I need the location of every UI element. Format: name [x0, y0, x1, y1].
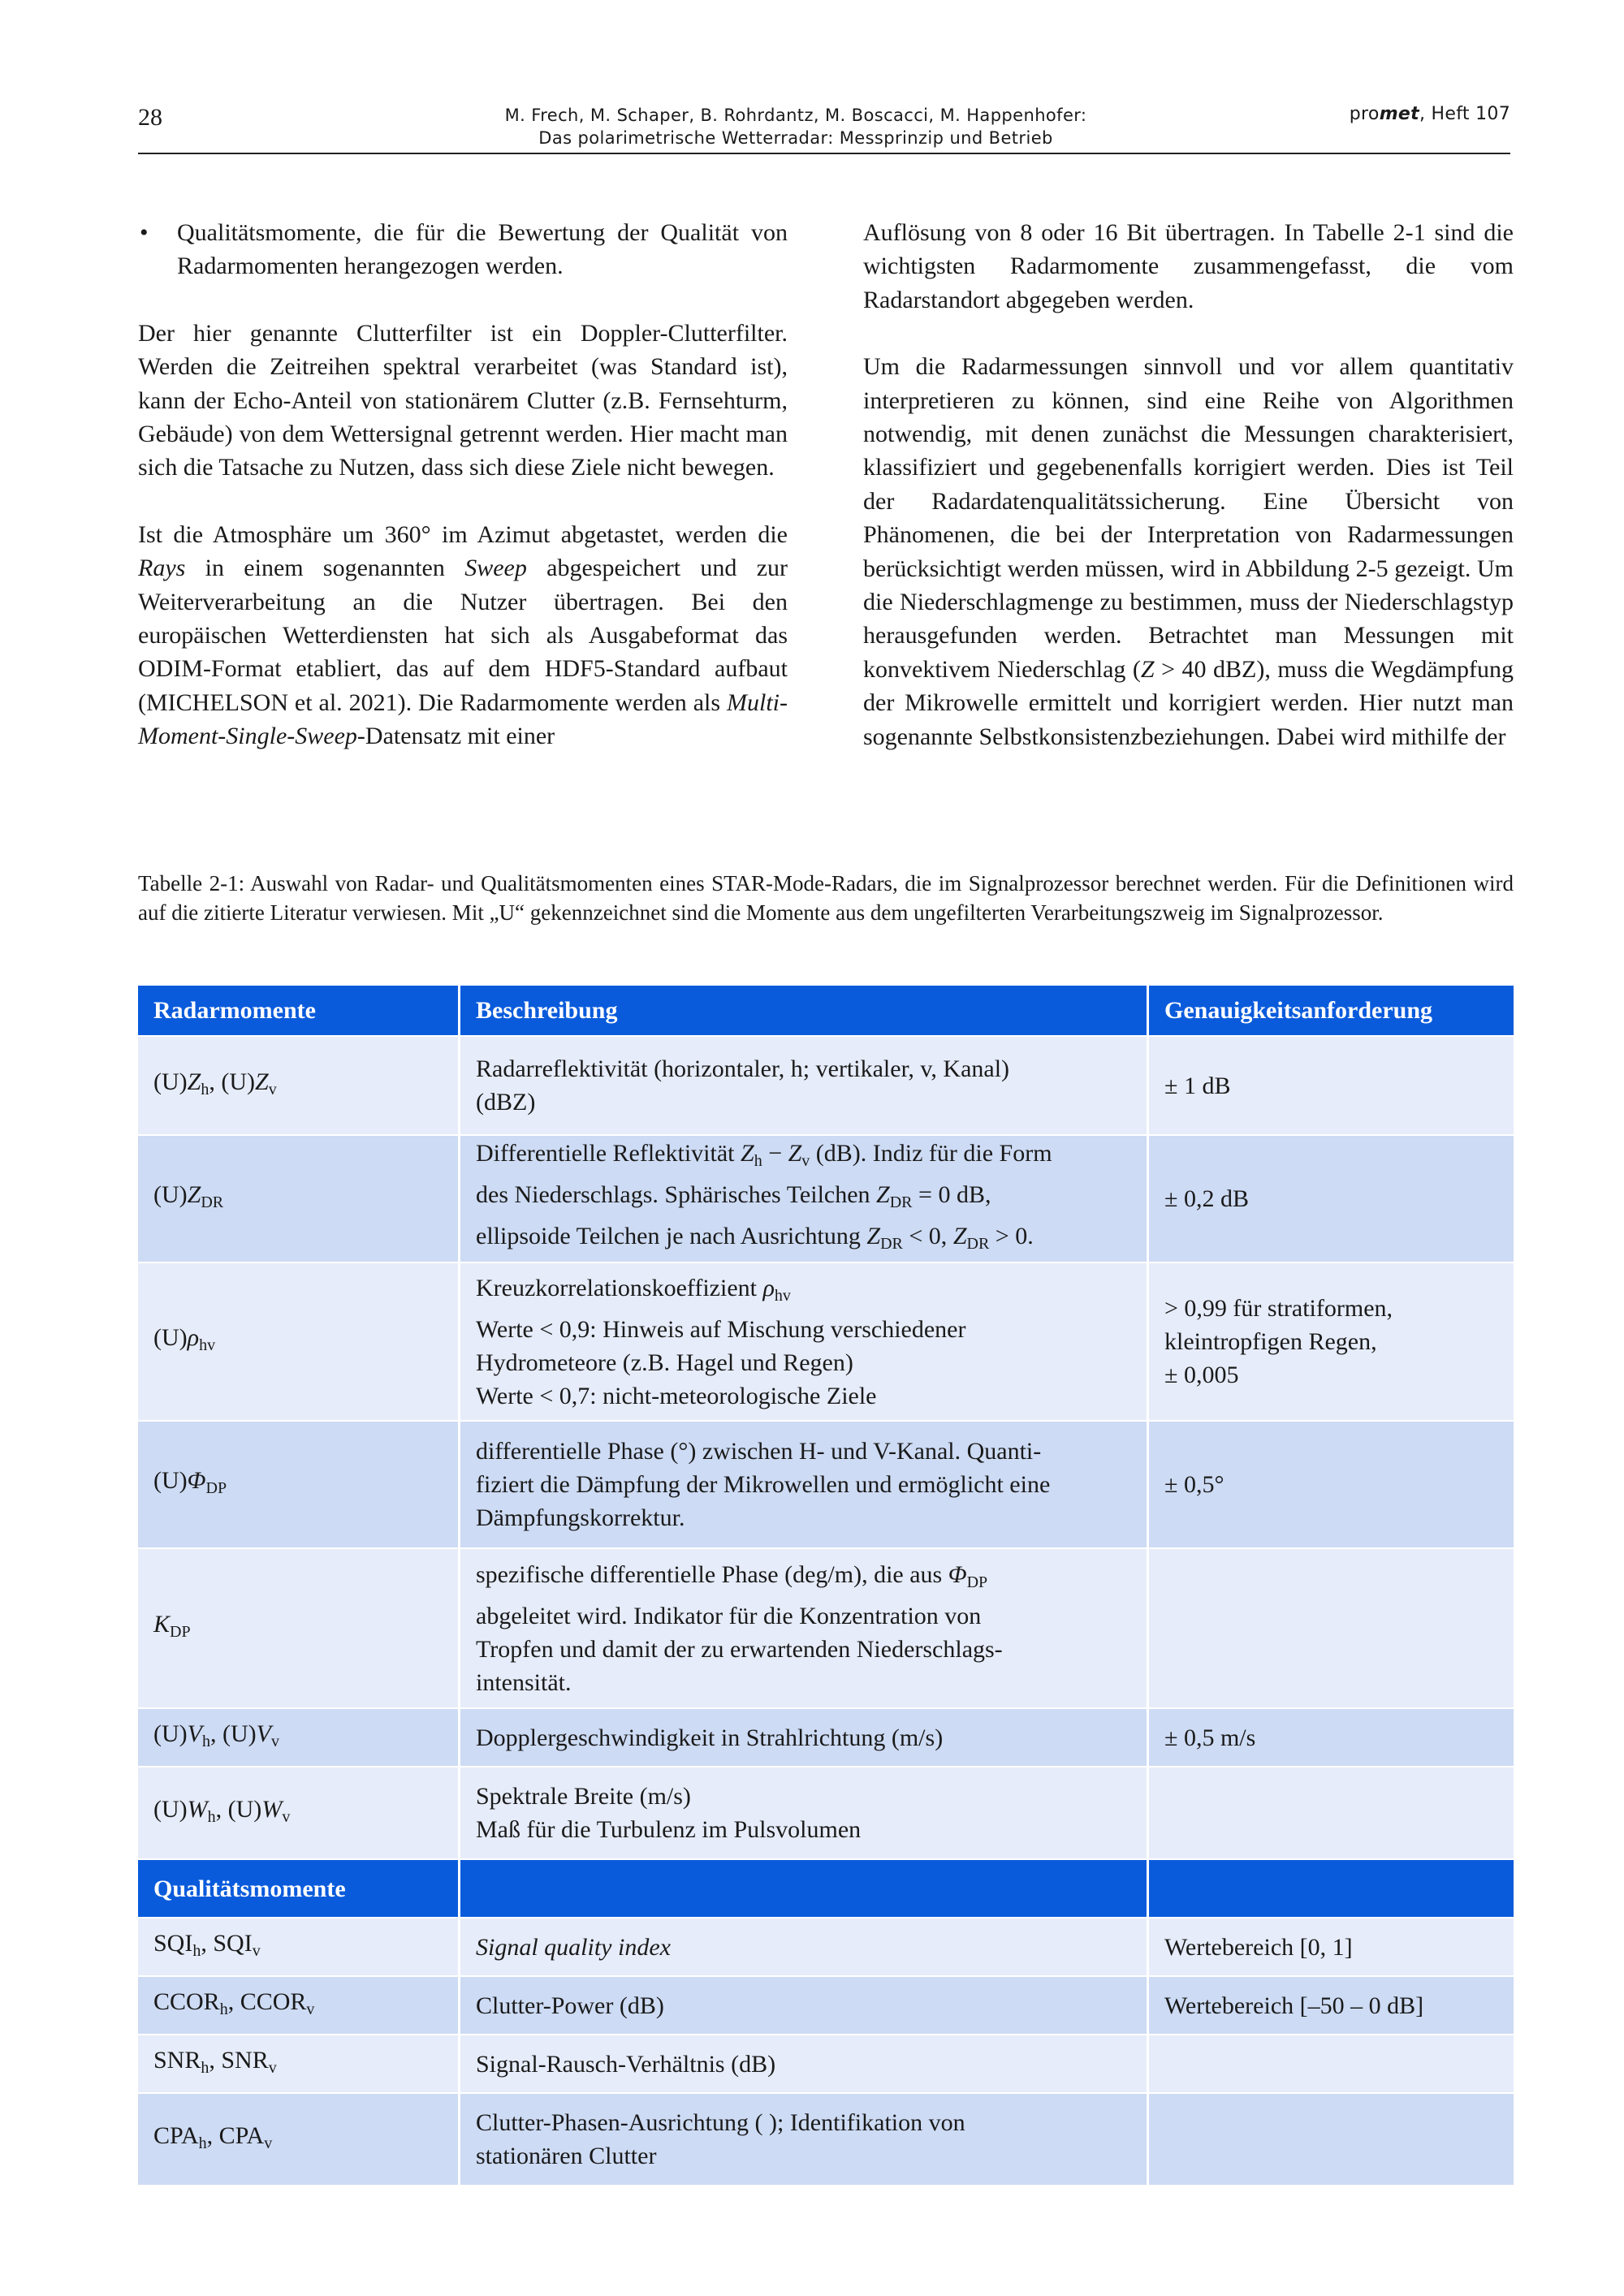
description-cell: Clutter-Power (dB)	[460, 1977, 1149, 2034]
header-divider	[138, 153, 1510, 154]
section-header-qualitaetsmomente: Qualitätsmomente	[138, 1860, 460, 1917]
text-line: Werte < 0,9: Hinweis auf Mischung verschiedener	[476, 1315, 966, 1343]
symbol-text: SQI	[213, 1929, 253, 1957]
symbol-text: (U)	[153, 1324, 188, 1351]
accuracy-cell: Wertebereich [0, 1]	[1164, 1933, 1353, 1961]
symbol-text: spezifische differentielle Phase (deg/m), die aus	[476, 1560, 948, 1588]
subscript: DR	[880, 1235, 903, 1253]
text-line	[153, 1608, 443, 1649]
subscript: DP	[966, 1573, 988, 1591]
table-row	[138, 1422, 1514, 1549]
journal-name-bold: met	[1379, 104, 1419, 124]
paragraph-clutterfilter: Der hier genannte Clutterfilter ist ein Doppler-Clutterfilter. Werden die Zeitreihen spektral verarbeitet (was Standard ist), kann der Echo-Anteil von stationärem Clutter (z.B. Fernsehturm, Gebäude) von dem Wettersignal getrennt werden. Hier macht man sich die Tatsache zu Nutzen, dass sich diese Ziele nicht bewegen.	[138, 319, 788, 481]
text-line: fiziert die Dämpfung der Mikrowellen und ermöglicht eine	[476, 1471, 1051, 1498]
description-cell	[460, 2094, 1149, 2185]
symbol-text: CPA	[153, 2121, 199, 2149]
text-line	[153, 2044, 443, 2085]
symbol-text: Z	[187, 1068, 201, 1095]
moment-cell	[138, 1918, 460, 1975]
bullet-text: Qualitätsmomente, die für die Bewertung der Qualität von Radarmomenten herangezogen werden.	[177, 219, 788, 280]
text-line: Radarreflektivität (horizontaler, h; vertikaler, v, Kanal)	[476, 1055, 1010, 1082]
table-row	[138, 1709, 1514, 1767]
text-line	[476, 1271, 1131, 1313]
moment-cell	[138, 1422, 460, 1547]
accuracy-cell: ± 0,2 dB	[1164, 1185, 1249, 1212]
moment-cell	[138, 1549, 460, 1707]
text-line: abgeleitet wird. Indikator für die Konzentration von	[476, 1602, 982, 1629]
column-header-genauigkeit: Genauigkeitsanforderung	[1164, 997, 1433, 1024]
text-line: Spektrale Breite (m/s)	[476, 1783, 691, 1810]
table-row	[138, 2035, 1514, 2094]
bullet-icon: •	[140, 219, 149, 246]
journal-issue-number: , Heft 107	[1419, 104, 1510, 124]
bullet-item	[138, 216, 788, 283]
text-run: abgespeichert und zur Weiterverarbeitung an die Nutzer übertragen. Bei den europäischen Wetterdiensten hat sich als Ausgabeformat das ODIM-Format etabliert, das auf dem HDF5-Standard aufbaut (MICHELSON et al. 2021). Die Radarmomente werden als	[138, 555, 788, 716]
subscript: h	[192, 1941, 201, 1960]
symbol-text: ,	[206, 2121, 219, 2149]
table-caption: Tabelle 2-1: Auswahl von Radar- und Qualitätsmomenten eines STAR-Mode-Radars, die im Signalprozessor berechnet werden. Für die Definitionen wird auf die zitierte Literatur verwiesen. Mit „U“ gekennzeichnet sind die Momente aus dem ungefilterten Verarbeitungszweig im Signalprozessor.	[138, 871, 1514, 925]
symbol-text: Z	[187, 1181, 201, 1208]
subscript: DP	[170, 1623, 191, 1641]
moment-cell	[138, 1037, 460, 1134]
symbol-text: (dB). Indiz für die Form	[810, 1140, 1052, 1167]
symbol-text: ρ	[187, 1324, 200, 1351]
symbol-text: ,	[209, 1720, 222, 1747]
description-cell	[460, 1767, 1149, 1858]
section-header-empty	[460, 1860, 1149, 1917]
symbol-text: ,	[201, 1929, 214, 1957]
subscript: v	[801, 1152, 810, 1170]
text-run: in einem sogenannten	[185, 555, 465, 582]
text-line: Maß für die Turbulenz im Pulsvolumen	[476, 1816, 862, 1843]
text-line: Hydrometeore (z.B. Hagel und Regen)	[476, 1349, 853, 1376]
accuracy-cell	[1149, 1263, 1514, 1420]
text-line	[153, 1321, 443, 1362]
subscript: DR	[889, 1193, 913, 1211]
subscript: v	[306, 2000, 315, 2018]
table-header-row	[138, 986, 1514, 1037]
table-row	[138, 1263, 1514, 1422]
symbol-text: ,	[215, 1795, 228, 1823]
symbol-text: Z	[952, 1223, 967, 1249]
moment-cell	[138, 1263, 460, 1420]
subscript: h	[201, 1080, 209, 1098]
symbol-text: Z	[788, 1140, 802, 1167]
symbol-text: Z	[741, 1140, 754, 1167]
symbol-text: ,	[209, 2046, 222, 2074]
symbol-text: CCOR	[153, 1987, 220, 2015]
text-line: intensität.	[476, 1668, 572, 1696]
text-line: Werte < 0,7: nicht-meteorologische Ziele	[476, 1382, 877, 1409]
subscript: DR	[201, 1193, 224, 1211]
text-line: ± 0,005	[1164, 1362, 1239, 1388]
subscript: h	[207, 1807, 216, 1826]
subscript: hv	[199, 1336, 216, 1354]
text-line: stationären Clutter	[476, 2143, 657, 2169]
description-cell	[460, 1263, 1149, 1420]
text-line: Dämpfungskorrektur.	[476, 1504, 685, 1531]
table-row	[138, 1549, 1514, 1709]
symbol-text: (U)	[227, 1795, 262, 1823]
table-row	[138, 1977, 1514, 2035]
subscript: DR	[966, 1235, 990, 1253]
subscript: v	[264, 2134, 273, 2152]
description-cell	[460, 1549, 1149, 1707]
radar-moments-table	[138, 986, 1514, 2186]
section-header-empty	[1149, 1860, 1514, 1917]
moment-cell	[138, 1977, 460, 2034]
table-row	[138, 1136, 1514, 1263]
left-column	[138, 216, 788, 787]
subscript: v	[252, 1941, 261, 1960]
accuracy-cell	[1149, 2094, 1514, 2185]
paragraph-algorithmen	[863, 350, 1514, 753]
text-line	[153, 1464, 443, 1505]
running-header	[487, 104, 1104, 149]
symbol-text: SNR	[153, 2046, 201, 2074]
symbol-text: ellipsoide Teilchen je nach Ausrichtung	[476, 1223, 867, 1249]
journal-name-pre: pro	[1349, 104, 1380, 124]
symbol-text: SNR	[221, 2046, 269, 2074]
subscript: h	[201, 2058, 209, 2077]
right-column	[863, 216, 1514, 787]
text-line	[153, 1985, 443, 2026]
moment-cell	[138, 2035, 460, 2092]
accuracy-cell	[1149, 2035, 1514, 2092]
symbol-text: W	[187, 1795, 208, 1823]
journal-issue	[1350, 104, 1510, 124]
symbol-text: SQI	[153, 1929, 193, 1957]
symbol-text: Z	[255, 1068, 269, 1095]
subscript: v	[282, 1807, 291, 1826]
symbol-text: CCOR	[240, 1987, 307, 2015]
symbol-z: Z	[1140, 655, 1155, 683]
text-line: (dBZ)	[476, 1089, 536, 1116]
text-line	[476, 1219, 1131, 1261]
symbol-text: Differentielle Reflektivität	[476, 1140, 741, 1167]
description-cell: Dopplergeschwindigkeit in Strahlrichtung (m/s)	[460, 1709, 1149, 1766]
text-line: Tropfen und damit der zu erwartenden Niederschlags-	[476, 1635, 1003, 1663]
symbol-text: Φ	[187, 1467, 206, 1494]
text-line	[153, 1793, 443, 1834]
text-run: Ist die Atmosphäre um 360° im Azimut abgetastet, werden die	[138, 520, 788, 548]
text-line	[476, 1178, 1131, 1219]
accuracy-cell: Wertebereich [–50 – 0 dB]	[1164, 1992, 1424, 2019]
accuracy-cell: ± 1 dB	[1164, 1072, 1231, 1099]
subscript: h	[219, 2000, 228, 2018]
text-line	[153, 1717, 443, 1759]
moment-cell	[138, 1136, 460, 1262]
text-run: Um die Radarmessungen sinnvoll und vor allem quantitativ interpretieren zu können, sind eine Reihe von Algorithmen notwendig, mit denen zunächst die Messungen charakterisiert, klassifiziert und gegebenenfalls korrigiert werden. Dies ist Teil der Radardatenqualitätssicherung. Eine Übersicht von Phänomenen, die bei der Interpretation von Radarmessungen berücksichtigt werden müssen, wird in Abbildung 2-5 gezeigt. Um die Niederschlagmenge zu bestimmen, muss der Niederschlagstyp herausgefunden werden. Betrachtet man Messungen mit konvektivem Niederschlag (	[863, 353, 1514, 683]
header-article-title: Das polarimetrische Wetterradar: Messprinzip und Betrieb	[538, 128, 1053, 148]
term-sweep: Sweep	[464, 555, 527, 582]
symbol-text: CPA	[218, 2121, 265, 2149]
text-line: kleintropfigen Regen,	[1164, 1328, 1377, 1355]
quality-header-row	[138, 1860, 1514, 1918]
subscript: DP	[205, 1479, 227, 1497]
text-line	[153, 2119, 443, 2160]
page-number: 28	[138, 104, 162, 131]
accuracy-cell: ± 0,5°	[1164, 1471, 1224, 1498]
symbol-text: Φ	[948, 1560, 967, 1588]
description-cell: Signal-Rausch-Verhältnis (dB)	[460, 2035, 1149, 2092]
subscript: h	[201, 1732, 210, 1750]
symbol-text: = 0 dB,	[912, 1181, 991, 1208]
accuracy-cell: ± 0,5 m/s	[1164, 1724, 1256, 1751]
symbol-text: < 0,	[902, 1223, 953, 1249]
term-multi-moment: Multi-Moment-Single-Sweep	[138, 688, 788, 750]
symbol-text: Z	[866, 1223, 881, 1249]
text-line	[153, 1927, 443, 1968]
text-line: > 0,99 für stratiformen,	[1164, 1295, 1393, 1322]
symbol-text: V	[187, 1720, 202, 1747]
text-line	[476, 1558, 1131, 1599]
description-cell	[460, 1136, 1149, 1262]
text-line	[476, 1137, 1131, 1178]
symbol-text: Kreuzkorrelationskoeffizient	[476, 1274, 763, 1301]
symbol-text: K	[153, 1611, 171, 1638]
text-line	[153, 1065, 443, 1107]
symbol-text: ,	[209, 1068, 222, 1095]
symbol-text: (U)	[221, 1068, 255, 1095]
accuracy-cell	[1149, 1549, 1514, 1707]
symbol-text: des Niederschlags. Sphärisches Teilchen	[476, 1181, 877, 1208]
symbol-text: (U)	[153, 1181, 188, 1208]
symbol-text: (U)	[153, 1795, 188, 1823]
text-line: differentielle Phase (°) zwischen H- und V-Kanal. Quanti-	[476, 1438, 1042, 1465]
symbol-text: (U)	[153, 1720, 188, 1747]
table-row	[138, 1037, 1514, 1136]
table-row	[138, 1918, 1514, 1977]
symbol-text: ρ	[762, 1274, 775, 1301]
accuracy-cell	[1149, 1767, 1514, 1858]
description-cell: Signal quality index	[460, 1918, 1149, 1975]
table-row	[138, 1767, 1514, 1860]
symbol-text: (U)	[153, 1068, 188, 1095]
term-rays: Rays	[138, 555, 186, 582]
subscript: v	[268, 1080, 277, 1098]
paragraph-aufloesung: Auflösung von 8 oder 16 Bit übertragen. In Tabelle 2-1 sind die wichtigsten Radarmomente zusammengefasst, die vom Radarstandort abgegeben werden.	[863, 219, 1514, 313]
paragraph-odim	[138, 518, 788, 753]
symbol-text: (U)	[153, 1467, 188, 1494]
subscript: h	[198, 2134, 207, 2152]
header-authors: M. Frech, M. Schaper, B. Rohrdantz, M. Boscacci, M. Happenhofer:	[504, 106, 1087, 125]
symbol-text: V	[256, 1720, 271, 1747]
moment-cell	[138, 2094, 460, 2185]
table-row	[138, 2094, 1514, 2186]
description-cell	[460, 1037, 1149, 1134]
symbol-text: ,	[227, 1987, 240, 2015]
subscript: v	[270, 1732, 279, 1750]
moment-cell	[138, 1709, 460, 1766]
column-header-beschreibung: Beschreibung	[460, 986, 1149, 1035]
moment-cell	[138, 1767, 460, 1858]
subscript: v	[268, 2058, 277, 2077]
text-run: -Datensatz mit einer	[356, 723, 555, 750]
symbol-text: −	[762, 1140, 788, 1167]
text-run: > 40 dBZ), muss die Wegdämpfung der Mikrowelle ermittelt und korrigiert werden. Hier nutzt man sogenannte Selbstkonsistenzbeziehungen. Dabei wird mithilfe der	[863, 655, 1514, 750]
text-line: Clutter-Phasen-Ausrichtung ( ); Identifikation von	[476, 2109, 965, 2136]
column-header-radarmomente: Radarmomente	[138, 986, 460, 1035]
subscript: h	[754, 1152, 762, 1170]
symbol-text: > 0.	[989, 1223, 1034, 1249]
symbol-text: Z	[876, 1181, 890, 1208]
symbol-text: (U)	[222, 1720, 257, 1747]
description-cell	[460, 1422, 1149, 1547]
symbol-text: W	[261, 1795, 283, 1823]
text-line	[153, 1178, 443, 1219]
subscript: hv	[774, 1286, 791, 1305]
